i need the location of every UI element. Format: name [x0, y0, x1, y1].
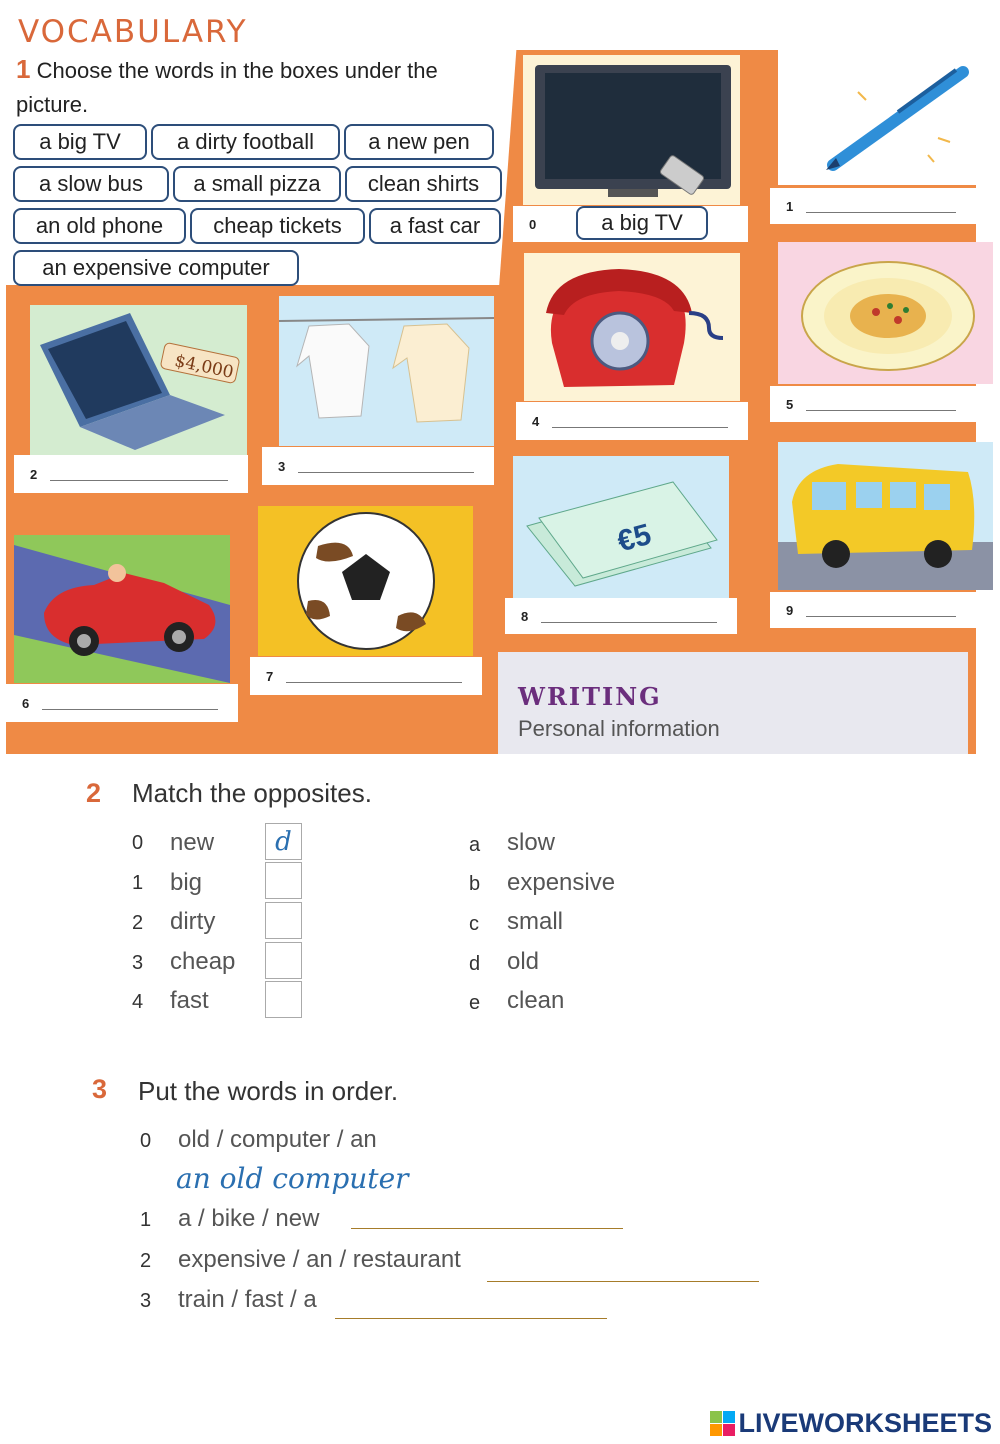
order-answer-line[interactable]: [351, 1228, 623, 1229]
answer-line[interactable]: [50, 480, 228, 481]
answer-slot-2[interactable]: [14, 455, 248, 493]
item-number: 8: [521, 608, 529, 624]
match-option: expensive: [507, 869, 616, 896]
answer-slot-5[interactable]: [770, 386, 976, 422]
football-icon: [258, 506, 473, 656]
answer-line[interactable]: [298, 472, 474, 473]
word-chip[interactable]: a fast car: [369, 208, 501, 244]
picture-pen: [778, 50, 976, 185]
liveworksheets-logo: [710, 1408, 992, 1439]
order-row-number: 3: [140, 1290, 152, 1312]
match-row-number: 0: [132, 832, 144, 854]
match-letter: b: [469, 873, 481, 895]
order-row-number: 2: [140, 1250, 152, 1272]
ticket-price: €5: [613, 517, 655, 559]
logo-icon: [710, 1411, 736, 1437]
match-answer-box[interactable]: d: [265, 823, 302, 860]
writing-title: WRITING: [518, 682, 662, 711]
tickets-icon: [513, 456, 729, 598]
word-chip[interactable]: a small pizza: [173, 166, 341, 202]
item-number: 4: [532, 413, 540, 429]
writing-subtitle: Personal information: [518, 716, 720, 741]
word-chip[interactable]: a big TV: [13, 124, 147, 160]
match-answer-box[interactable]: [265, 902, 302, 939]
pizza-icon: [778, 242, 993, 384]
match-title: Match the opposites.: [132, 778, 372, 808]
vocabulary-title: VOCABULARY: [18, 14, 248, 50]
word-chip[interactable]: cheap tickets: [190, 208, 365, 244]
shirts-icon: [279, 296, 494, 446]
picture-pizza: [778, 242, 993, 384]
picture-tv: [523, 55, 740, 205]
logo-text: LIVEWORKSHEETS: [738, 1408, 992, 1438]
item-number: 2: [30, 466, 38, 482]
picture-football: [258, 506, 473, 656]
match-answer-box[interactable]: [265, 862, 302, 899]
answer-slot-3[interactable]: [262, 447, 494, 485]
order-words: train / fast / a: [178, 1286, 317, 1313]
instruction-1: [16, 52, 496, 122]
match-row-number: 2: [132, 912, 144, 934]
pen-icon: [778, 50, 976, 185]
answer-slot-8[interactable]: [505, 598, 737, 634]
match-option: clean: [507, 987, 565, 1014]
instruction-text: Choose the words in the boxes under the picture.: [16, 58, 438, 117]
match-row-number: 1: [132, 872, 144, 894]
answer-line[interactable]: [552, 427, 728, 428]
match-word: cheap: [170, 948, 236, 975]
order-words: expensive / an / restaurant: [178, 1246, 461, 1273]
order-row-number: 0: [140, 1130, 152, 1152]
picture-car: [14, 535, 230, 683]
order-row-number: 1: [140, 1209, 152, 1231]
order-answer-line[interactable]: [487, 1281, 759, 1282]
match-row-number: 3: [132, 952, 144, 974]
picture-bus: [778, 442, 993, 590]
match-option: old: [507, 948, 540, 975]
order-answer-line[interactable]: [335, 1318, 607, 1319]
picture-shirts: [279, 296, 494, 446]
match-option: slow: [507, 829, 556, 856]
item-number: 3: [278, 458, 286, 474]
answer-line[interactable]: [806, 616, 956, 617]
item-number: 6: [22, 695, 30, 711]
answer-slot-9[interactable]: [770, 592, 976, 628]
word-chip[interactable]: a dirty football: [151, 124, 340, 160]
word-chip[interactable]: an old phone: [13, 208, 186, 244]
match-letter: c: [469, 913, 479, 935]
match-row-number: 4: [132, 991, 144, 1013]
answer-line[interactable]: [806, 212, 956, 213]
answer-slot-7[interactable]: [250, 657, 482, 695]
word-chip[interactable]: a new pen: [344, 124, 494, 160]
order-title: Put the words in order.: [138, 1076, 399, 1106]
picture-tickets: [513, 456, 729, 598]
match-letter: e: [469, 992, 481, 1014]
match-word: big: [170, 869, 203, 896]
word-chip[interactable]: clean shirts: [345, 166, 502, 202]
word-chip[interactable]: a slow bus: [13, 166, 169, 202]
section-number: 2: [86, 778, 102, 808]
answer-line[interactable]: [806, 410, 956, 411]
section-number: 1: [16, 54, 31, 84]
item-number: 5: [786, 396, 794, 412]
match-answer-box[interactable]: [265, 981, 302, 1018]
picture-laptop: [30, 305, 247, 455]
order-example-answer: an old computer: [176, 1162, 409, 1195]
item-number: 9: [786, 602, 794, 618]
order-words: a / bike / new: [178, 1205, 320, 1232]
answer-slot-4[interactable]: [516, 402, 748, 440]
answer-line[interactable]: [541, 622, 717, 623]
match-word: fast: [170, 987, 209, 1014]
match-word: dirty: [170, 908, 216, 935]
order-words: old / computer / an: [178, 1126, 377, 1153]
laptop-icon: [30, 305, 247, 455]
picture-phone: [524, 253, 740, 401]
car-icon: [14, 535, 230, 683]
item-number: 1: [786, 198, 794, 214]
word-chip[interactable]: an expensive computer: [13, 250, 299, 286]
match-answer-box[interactable]: [265, 942, 302, 979]
item-number: 0: [529, 216, 537, 232]
match-option: small: [507, 908, 564, 935]
bus-icon: [778, 442, 993, 590]
match-letter: d: [469, 953, 481, 975]
answer-box-0[interactable]: a big TV: [576, 206, 708, 240]
section-number: 3: [92, 1074, 108, 1104]
item-number: 7: [266, 668, 274, 684]
match-word: new: [170, 829, 215, 856]
answer-slot-1[interactable]: [770, 188, 976, 224]
price-tag-text: $4,000: [172, 350, 236, 383]
answer-line[interactable]: [42, 709, 218, 710]
phone-icon: [524, 253, 740, 401]
answer-slot-6[interactable]: [6, 684, 238, 722]
tv-icon: [523, 55, 740, 205]
answer-line[interactable]: [286, 682, 462, 683]
match-letter: a: [469, 834, 481, 856]
